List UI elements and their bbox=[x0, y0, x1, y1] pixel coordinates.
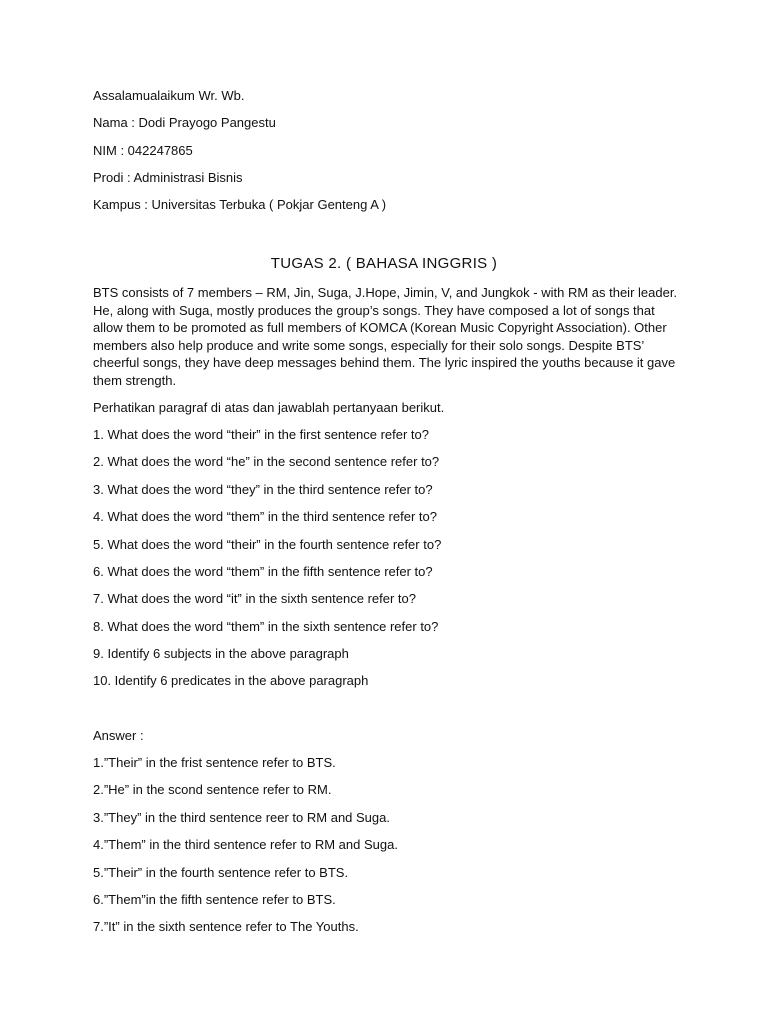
question-item: 10. Identify 6 predicates in the above paragraph bbox=[93, 673, 369, 688]
question-item: 2. What does the word “he” in the second sentence refer to? bbox=[93, 454, 440, 469]
greeting-line: Assalamualaikum Wr. Wb. bbox=[93, 88, 245, 103]
instruction-line: Perhatikan paragraf di atas dan jawablah pertanyaan berikut. bbox=[93, 400, 445, 415]
answer-item: 2.”He” in the scond sentence refer to RM. bbox=[93, 782, 332, 797]
answer-item: 3.”They” in the third sentence reer to RM and Suga. bbox=[93, 810, 390, 825]
question-item: 7. What does the word “it” in the sixth sentence refer to? bbox=[93, 591, 416, 606]
answer-heading: Answer : bbox=[93, 728, 144, 743]
paragraph-line: cheerful songs, they have deep messages behind them. The lyric inspired the youths because it gave bbox=[93, 355, 676, 370]
answer-item: 6.”Them”in the fifth sentence refer to BTS. bbox=[93, 892, 336, 907]
paragraph-line: BTS consists of 7 members – RM, Jin, Suga, J.Hope, Jimin, V, and Jungkok - with RM as their leader. bbox=[93, 285, 678, 300]
campus-line: Kampus : Universitas Terbuka ( Pokjar Genteng A ) bbox=[93, 197, 387, 212]
question-item: 6. What does the word “them” in the fifth sentence refer to? bbox=[93, 564, 433, 579]
question-item: 8. What does the word “them” in the sixth sentence refer to? bbox=[93, 619, 439, 634]
assignment-title: TUGAS 2. ( BAHASA INGGRIS ) bbox=[270, 255, 498, 272]
question-item: 9. Identify 6 subjects in the above paragraph bbox=[93, 646, 349, 661]
paragraph-line: them strength. bbox=[93, 372, 177, 388]
paragraph-line: He, along with Suga, mostly produces the group’s songs. They have composed a lot of songs that bbox=[93, 302, 655, 318]
answer-item: 7.”It” in the sixth sentence refer to The Youths. bbox=[93, 919, 359, 934]
study-program-line: Prodi : Administrasi Bisnis bbox=[93, 170, 243, 185]
question-item: 5. What does the word “their” in the fourth sentence refer to? bbox=[93, 537, 442, 552]
question-item: 4. What does the word “them” in the third sentence refer to? bbox=[93, 509, 437, 524]
paragraph-line: members also help produce and write some songs, especially for their solo songs. Despite BTS’ bbox=[93, 337, 645, 353]
question-item: 1. What does the word “their” in the first sentence refer to? bbox=[93, 427, 429, 442]
paragraph-line: allow them to be promoted as full members of KOMCA (Korean Music Copyright Association). Other bbox=[93, 320, 667, 335]
reading-paragraph bbox=[93, 284, 678, 389]
name-line: Nama : Dodi Prayogo Pangestu bbox=[93, 115, 276, 130]
nim-line: NIM : 042247865 bbox=[93, 143, 193, 158]
question-item: 3. What does the word “they” in the third sentence refer to? bbox=[93, 482, 433, 497]
answer-item: 4.”Them” in the third sentence refer to RM and Suga. bbox=[93, 837, 398, 852]
answer-item: 1.”Their” in the frist sentence refer to BTS. bbox=[93, 755, 336, 770]
answer-item: 5.”Their” in the fourth sentence refer to BTS. bbox=[93, 865, 349, 880]
